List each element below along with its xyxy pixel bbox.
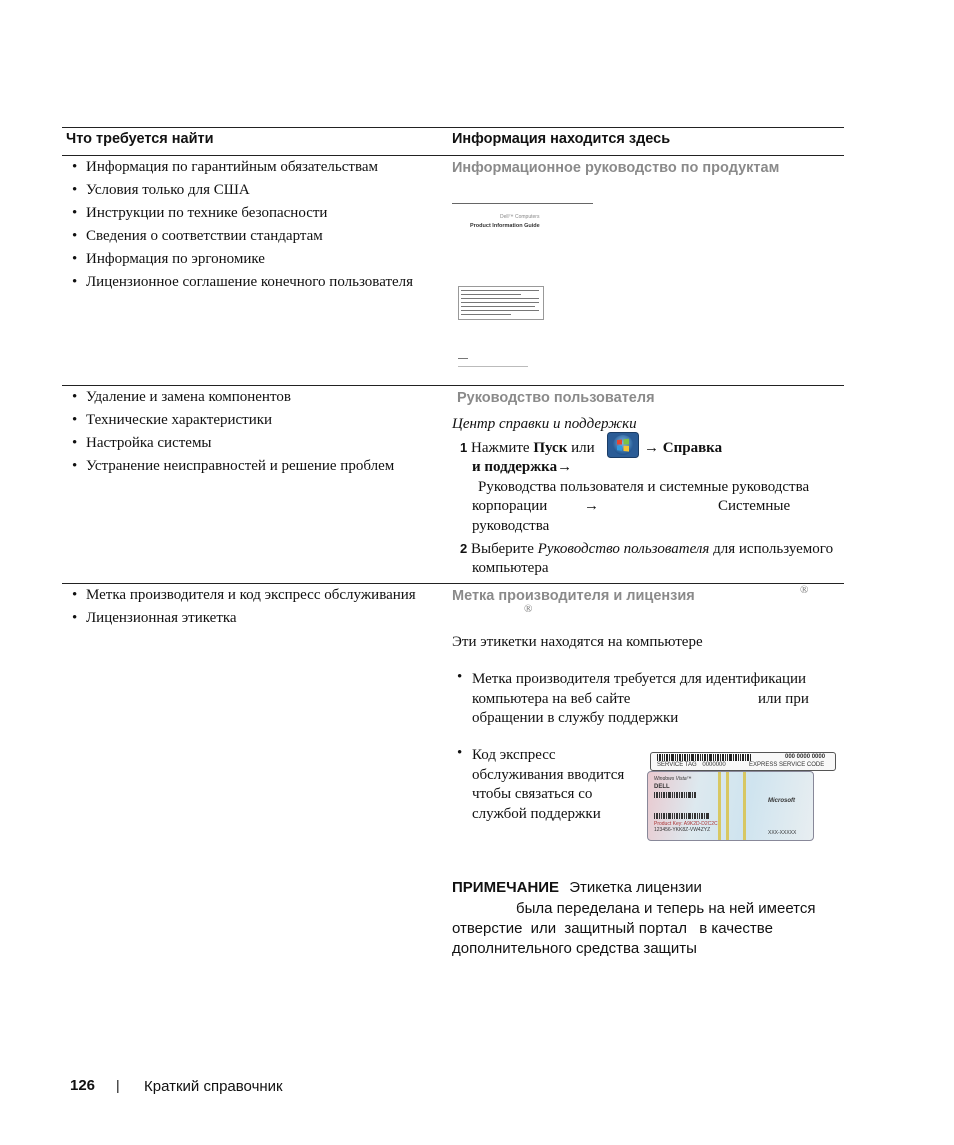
note-line1: ПРИМЕЧАНИЕ Этикетка лицензии bbox=[452, 879, 702, 896]
b2-line3: чтобы связаться со bbox=[472, 786, 593, 802]
header-rule bbox=[62, 155, 844, 156]
thumb-title: Product Information Guide bbox=[470, 223, 540, 229]
express-code-label: EXPRESS SERVICE CODE bbox=[749, 762, 825, 768]
vista-label: Windows Vista™ bbox=[654, 776, 692, 782]
step-1: 1 Нажмите Пуск или bbox=[460, 440, 595, 456]
step-1-line4-arrow: → bbox=[584, 498, 599, 514]
b1-line2b: или при bbox=[758, 691, 809, 707]
list-item: • Условия только для США bbox=[70, 181, 413, 204]
b1-line2a: компьютера на веб сайте bbox=[472, 691, 631, 707]
service-tag-sticker bbox=[650, 752, 836, 771]
step-1-line5: руководства bbox=[472, 518, 550, 534]
row1-rule bbox=[62, 385, 844, 386]
note-line4: дополнительного средства защиты bbox=[452, 940, 697, 957]
thumb-warning-box bbox=[458, 286, 544, 320]
help-center-subtitle: Центр справки и поддержки bbox=[452, 416, 637, 432]
bullet: • bbox=[457, 669, 463, 685]
list-item: • Технические характеристики bbox=[70, 411, 394, 434]
note-label: ПРИМЕЧАНИЕ bbox=[452, 879, 560, 896]
b2-line2: обслуживания вводится bbox=[472, 767, 625, 783]
labels-intro: Эти этикетки находятся на компьютере bbox=[452, 634, 703, 650]
dell-logo: DELL bbox=[654, 784, 670, 790]
col2-header: Информация находится здесь bbox=[452, 131, 671, 147]
step-1-line3: Руководства пользователя и системные руководства bbox=[478, 479, 810, 495]
user-guide-title: Руководство пользователя bbox=[457, 390, 655, 406]
product-guide-title: Информационное руководство по продуктам bbox=[452, 160, 780, 176]
list-item: • Информация по гарантийным обязательствам bbox=[70, 158, 413, 181]
col1-header: Что требуется найти bbox=[66, 131, 214, 147]
note-line2: была переделана и теперь на ней имеется bbox=[516, 900, 816, 917]
list-item: • Устранение неисправностей и решение проблем bbox=[70, 457, 394, 480]
product-key-value: A9K2D-D2C2C bbox=[683, 821, 718, 827]
row2-list bbox=[70, 388, 394, 480]
table-top-rule bbox=[62, 127, 844, 128]
barcode-icon bbox=[654, 813, 710, 819]
note-line3: отверстие или защитный портал в качестве bbox=[452, 920, 773, 937]
b2-line1: Код экспресс bbox=[472, 747, 556, 763]
row1-list bbox=[70, 158, 413, 296]
step-2-line2: компьютера bbox=[472, 560, 549, 576]
product-guide-thumbnail bbox=[452, 203, 593, 378]
b2-line4: службой поддержки bbox=[472, 806, 601, 822]
step-1-line4a: корпорации bbox=[472, 498, 548, 514]
service-tag-title: Метка производителя и лицензия bbox=[452, 588, 695, 604]
product-key-value-2: 123456-YKK8Z-VW4ZYZ bbox=[654, 827, 711, 833]
registered-mark: ® bbox=[524, 603, 533, 615]
thumb-brand: Dell™ Computers bbox=[500, 214, 540, 220]
footer-separator: | bbox=[116, 1077, 120, 1093]
bullet: • bbox=[457, 745, 463, 761]
registered-mark: ® bbox=[800, 584, 809, 596]
b1-line3: обращении в службу поддержки bbox=[472, 710, 679, 726]
service-tag-value: 0000000 bbox=[702, 762, 726, 768]
list-item: • Метка производителя и код экспресс обслуживания bbox=[70, 586, 416, 609]
step-1-line4b: Системные bbox=[718, 498, 791, 514]
list-item: • Сведения о соответствии стандартам bbox=[70, 227, 413, 250]
row2-rule bbox=[62, 583, 844, 584]
express-code-value: 000 0000 0000 bbox=[785, 754, 826, 760]
barcode-icon bbox=[657, 754, 753, 761]
step-1-support: и поддержка→ bbox=[472, 459, 573, 475]
step-1-help: → Справка bbox=[644, 440, 723, 456]
list-item: • Информация по эргономике bbox=[70, 250, 413, 273]
product-key-label: Product Key: bbox=[654, 821, 684, 827]
microsoft-logo: Microsoft bbox=[768, 798, 795, 804]
list-item: • Лицензионное соглашение конечного пользователя bbox=[70, 273, 413, 296]
list-item: • Удаление и замена компонентов bbox=[70, 388, 394, 411]
windows-start-icon bbox=[607, 432, 639, 458]
barcode-icon bbox=[654, 792, 698, 798]
b1-line1: Метка производителя требуется для идентификации bbox=[472, 671, 807, 687]
list-item: • Настройка системы bbox=[70, 434, 394, 457]
step-2: 2 Выберите Руководство пользователя для используемого bbox=[460, 541, 834, 557]
windows-license-label bbox=[647, 771, 814, 841]
footer-title: Краткий справочник bbox=[144, 1078, 283, 1095]
list-item: • Инструкции по технике безопасности bbox=[70, 204, 413, 227]
list-item: • Лицензионная этикетка bbox=[70, 609, 416, 632]
service-tag-label: SERVICE TAG bbox=[657, 762, 697, 768]
row3-list bbox=[70, 586, 416, 632]
label-serial: XXX-XXXXX bbox=[768, 830, 797, 836]
page-number: 126 bbox=[70, 1077, 96, 1094]
